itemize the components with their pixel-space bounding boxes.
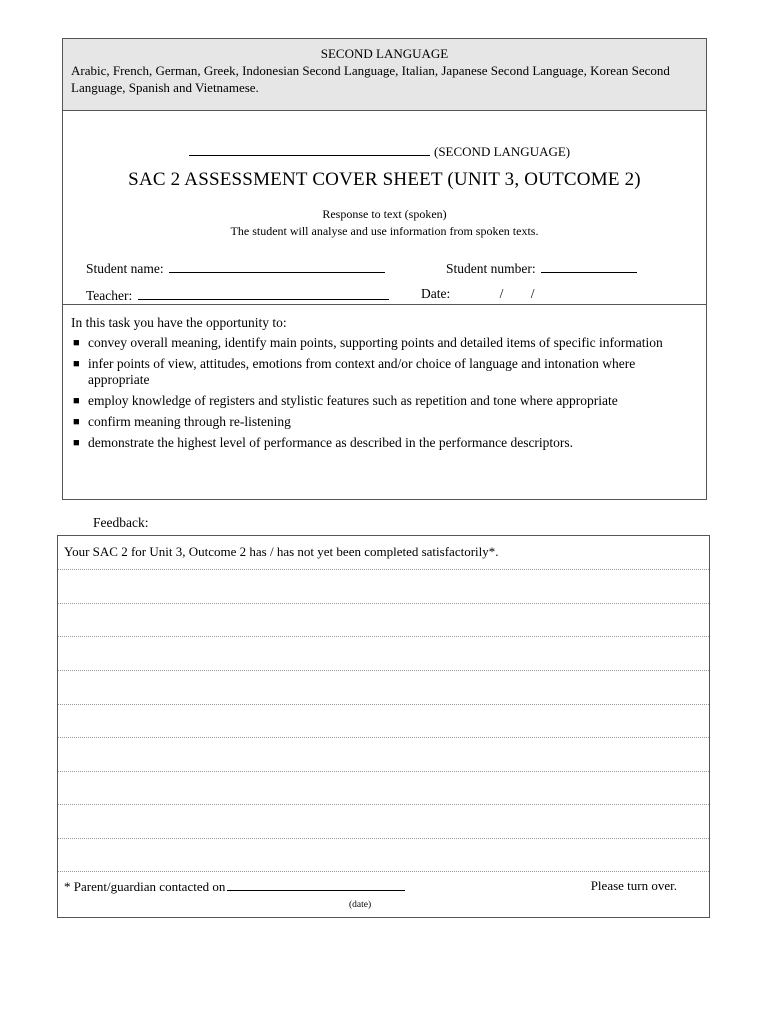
feedback-writing-line[interactable] (58, 569, 709, 570)
language-name-field (189, 143, 570, 160)
feedback-writing-line[interactable] (58, 737, 709, 738)
student-name-line[interactable] (169, 259, 385, 273)
cover-section (63, 111, 706, 305)
feedback-label: Feedback: (93, 515, 149, 530)
date-field (421, 286, 535, 302)
list-item: ■ infer points of view, attitudes, emotions from context and/or choice of language and intonation where appropriate (73, 356, 636, 387)
parent-contact-field (64, 878, 405, 895)
feedback-writing-line[interactable] (58, 670, 709, 671)
list-item: ■ convey overall meaning, identify main points, supporting points and detailed items of specific information (73, 335, 663, 350)
square-bullet-icon: ■ (73, 337, 80, 349)
feedback-statement: Your SAC 2 for Unit 3, Outcome 2 has / has not yet been completed satisfactorily*. (64, 544, 499, 559)
date-separator: / (530, 286, 535, 301)
tasks-intro: In this task you have the opportunity to: (71, 315, 287, 330)
feedback-writing-line[interactable] (58, 871, 709, 872)
sac-label: SAC 2 (92, 544, 128, 559)
square-bullet-icon: ■ (73, 437, 80, 449)
date-label: Date: (421, 286, 451, 301)
feedback-writing-line[interactable] (58, 771, 709, 772)
turn-over-note: Please turn over. (590, 878, 677, 893)
task-list (71, 335, 698, 451)
date-caption: (date) (349, 900, 372, 910)
response-type: Response to text (spoken) (322, 207, 447, 221)
unit-label: Unit 3, Outcome 2 (149, 544, 247, 559)
parent-contact-label: * Parent/guardian contacted on (64, 879, 226, 894)
feedback-writing-line[interactable] (58, 636, 709, 637)
feedback-writing-line[interactable] (58, 603, 709, 604)
feedback-writing-line[interactable] (58, 704, 709, 705)
square-bullet-icon: ■ (73, 395, 80, 407)
list-item: ■ confirm meaning through re-listening (73, 414, 291, 429)
task-opportunities (63, 305, 706, 451)
square-bullet-icon: ■ (73, 416, 80, 428)
page-title: SAC 2 ASSESSMENT COVER SHEET (UNIT 3, OUTCOME 2) (128, 169, 641, 190)
second-language-header (63, 39, 706, 111)
language-label: (SECOND LANGUAGE) (434, 144, 571, 159)
contact-date-line[interactable] (227, 878, 405, 891)
feedback-box (57, 535, 710, 918)
square-bullet-icon: ■ (73, 358, 80, 370)
teacher-field (86, 286, 389, 304)
student-number-line[interactable] (541, 259, 637, 273)
feedback-writing-line[interactable] (58, 804, 709, 805)
teacher-line[interactable] (138, 286, 389, 300)
student-name-label: Student name: (86, 261, 164, 276)
cover-sheet-box (62, 38, 707, 500)
feedback-writing-line[interactable] (58, 838, 709, 839)
language-list: Arabic, French, German, Greek, Indonesian Second Language, Italian, Japanese Second Language, Korean Second Language, Spanish and Vietnamese. (71, 63, 670, 95)
header-title: SECOND LANGUAGE (320, 46, 449, 61)
list-item: ■ employ knowledge of registers and stylistic features such as repetition and tone where appropriate (73, 393, 618, 408)
student-number-label: Student number: (446, 261, 536, 276)
date-separator: / (499, 286, 504, 301)
student-name-field (86, 259, 385, 277)
language-blank-line[interactable] (189, 143, 430, 156)
teacher-label: Teacher: (86, 288, 133, 303)
task-description: The student will analyse and use information from spoken texts. (230, 224, 539, 238)
student-number-field (446, 259, 637, 277)
list-item: ■ demonstrate the highest level of performance as described in the performance descriptors. (73, 435, 574, 450)
